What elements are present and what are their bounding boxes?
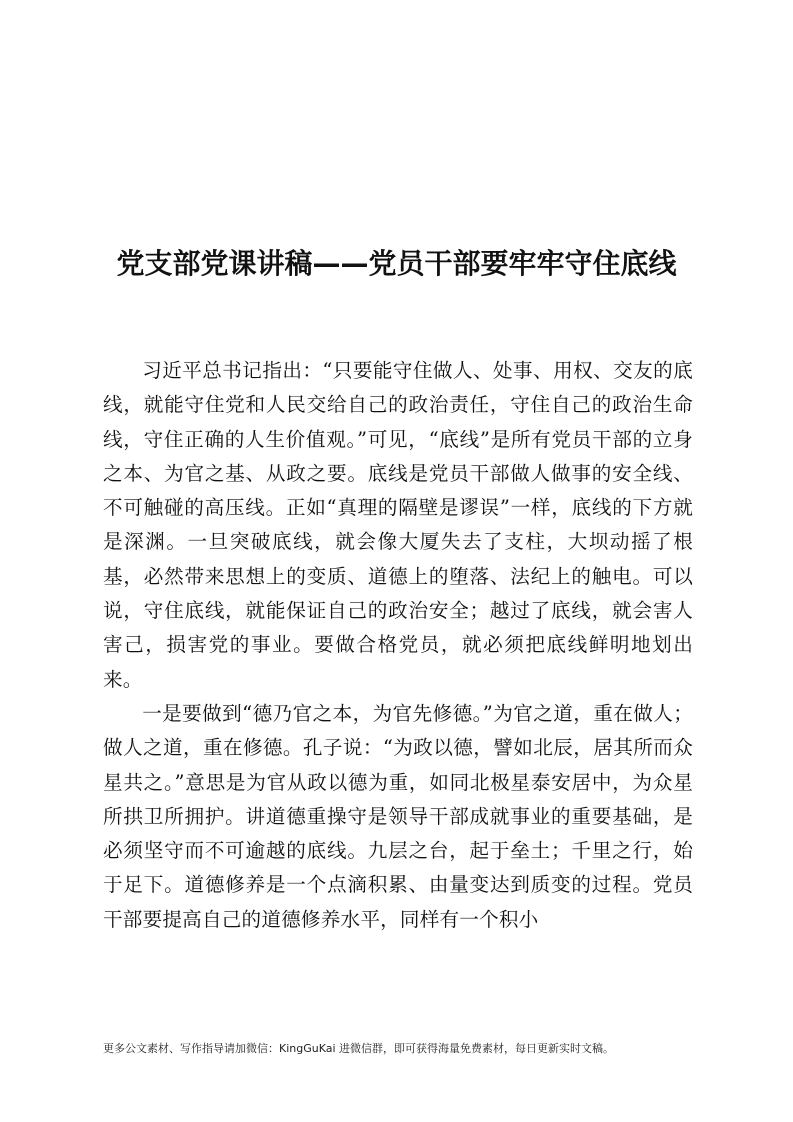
document-body <box>103 354 693 937</box>
body-paragraph: 习近平总书记指出：“只要能守住做人、处事、用权、交友的底线，就能守住党和人民交给自己的政治责任，守住自己的政治生命线，守住正确的人生价值观。”可见，“底线”是所有党员干部的立身之本、为官之基、从政之要。底线是党员干部做人做事的安全线、不可触碰的高压线。正如“真理的隔壁是谬误”一样，底线的下方就是深渊。一旦突破底线，就会像大厦失去了支柱，大坝动摇了根基，必然带来思想上的变质、道德上的堕落、法纪上的触电。可以说，守住底线，就能保证自己的政治安全；越过了底线，就会害人害己，损害党的事业。要做合格党员，就必须把底线鲜明地划出来。 <box>103 359 693 691</box>
body-paragraph: 一是要做到“德乃官之本，为官先修德。”为官之道，重在做人；做人之道，重在修德。孔子说：“为政以德，譬如北辰，居其所而众星共之。”意思是为官从政以德为重，如同北极星泰安居中，为众星所拱卫所拥护。讲道德重操守是领导干部成就事业的重要基础，是必须坚守而不可逾越的底线。九层之台，起于垒土；千里之行，始于足下。道德修养是一个点滴积累、由量变达到质变的过程。党员干部要提高自己的道德修养水平，同样有一个积小 <box>103 701 693 931</box>
footer-note: 更多公文素材、写作指导请加微信：KingGuKai 进微信群，即可获得海量免费素材，每日更新实时文稿。 <box>103 1042 615 1055</box>
document-title: 党支部党课讲稿——党员干部要牢牢守住底线 <box>116 247 677 280</box>
